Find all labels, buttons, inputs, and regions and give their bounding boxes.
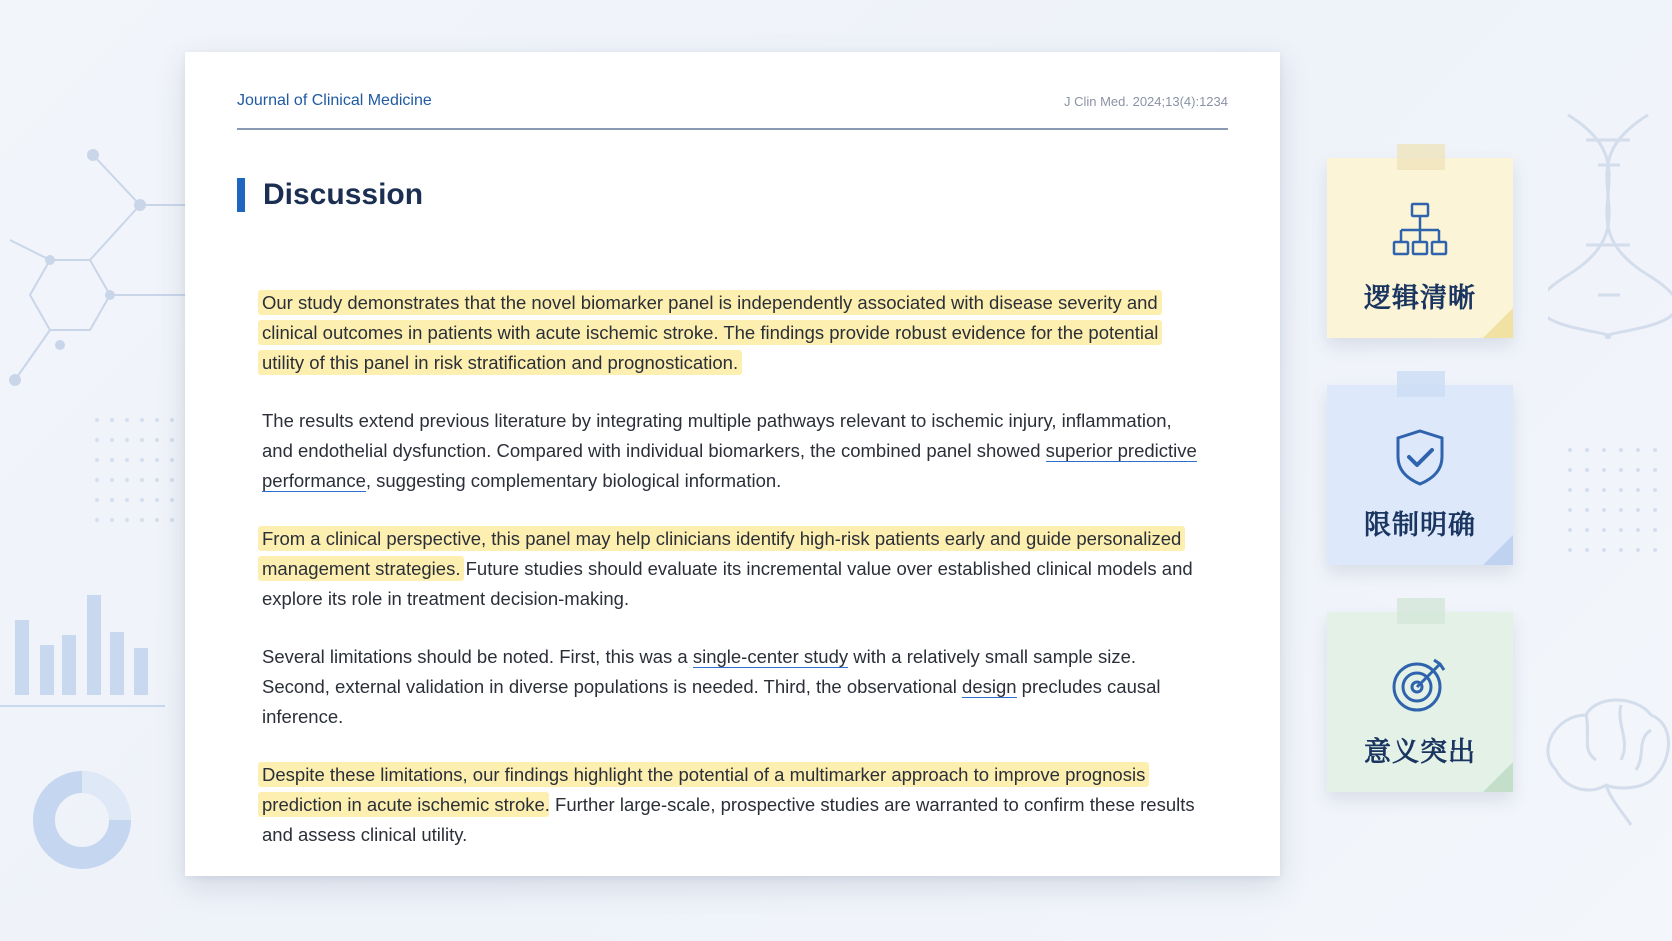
underlined-text: single-center study — [692, 646, 849, 667]
underlined-text: superior predictive performance — [262, 440, 1197, 491]
citation: J Clin Med. 2024;13(4):1234 — [1063, 94, 1228, 109]
bar-chart-decoration — [0, 590, 170, 710]
brain-decoration — [1536, 690, 1672, 830]
sticky-note-significance — [1327, 612, 1513, 792]
donut-decoration — [30, 768, 134, 872]
paragraph-text: Several limitations should be noted. First, this was a — [262, 646, 693, 667]
paragraph-text: Future studies should evaluate its incremental value over established clinical models and explore its role in treatment decision-making. — [262, 558, 1193, 609]
note-label: 限制明确 — [1364, 510, 1476, 541]
paragraph-1 — [262, 288, 1202, 378]
paragraph-3 — [262, 524, 1202, 614]
molecule-decoration — [0, 140, 200, 400]
dot-grid-decoration — [92, 415, 182, 535]
section-title: Discussion — [237, 178, 423, 212]
paragraph-text: with a relatively small sample size. Second, external validation in diverse populations is needed. Third, the observational — [262, 646, 1136, 697]
sticky-note-limitations — [1327, 385, 1513, 565]
highlighted-text: Our study demonstrates that the novel biomarker panel is independently associated with disease severity and clinical outcomes in patients with acute ischemic stroke. The findings provide robust evidence for the potential utility of this panel in risk stratification and prognostication. — [258, 290, 1162, 375]
note-label: 逻辑清晰 — [1364, 283, 1476, 314]
highlighted-text: Despite these limitations, our findings highlight the potential of a multimarker approach to improve prognosis prediction in acute ischemic stroke — [258, 762, 1149, 817]
paper-page — [185, 52, 1280, 876]
journal-name: Journal of Clinical Medicine — [237, 92, 432, 109]
highlighted-text: From a clinical perspective, this panel may help clinicians identify high-risk patients early and guide personalized management strategies. — [258, 526, 1185, 581]
page-fold — [1483, 762, 1513, 792]
paragraph-text: precludes causal inference. — [262, 676, 1161, 727]
page-fold — [1483, 308, 1513, 338]
paragraph-text: . Further large-scale, prospective studies are warranted to confirm these results and assess clinical utility. — [262, 794, 1195, 845]
underlined-text: design — [962, 676, 1017, 697]
shield-check-icon — [1390, 427, 1450, 487]
paragraph-2 — [262, 406, 1202, 496]
dna-decoration — [1548, 110, 1672, 340]
paper-header — [237, 92, 1228, 130]
discussion-body — [262, 288, 1202, 878]
paragraph-4 — [262, 642, 1202, 732]
paragraph-5 — [262, 760, 1202, 850]
tape — [1397, 598, 1445, 624]
page-fold — [1483, 535, 1513, 565]
hierarchy-icon — [1390, 200, 1450, 260]
paragraph-text: The results extend previous literature by integrating multiple pathways relevant to ischemic injury, inflammation, and endothelial dysfunction. Compared with individual biomarkers, the combined panel showed — [262, 410, 1172, 461]
paragraph-text: , suggesting complementary biological information. — [365, 470, 782, 491]
target-icon — [1390, 654, 1450, 714]
sticky-note-logic — [1327, 158, 1513, 338]
note-label: 意义突出 — [1364, 737, 1476, 768]
dot-grid-decoration — [1565, 445, 1665, 555]
tape — [1397, 371, 1445, 397]
tape — [1397, 144, 1445, 170]
